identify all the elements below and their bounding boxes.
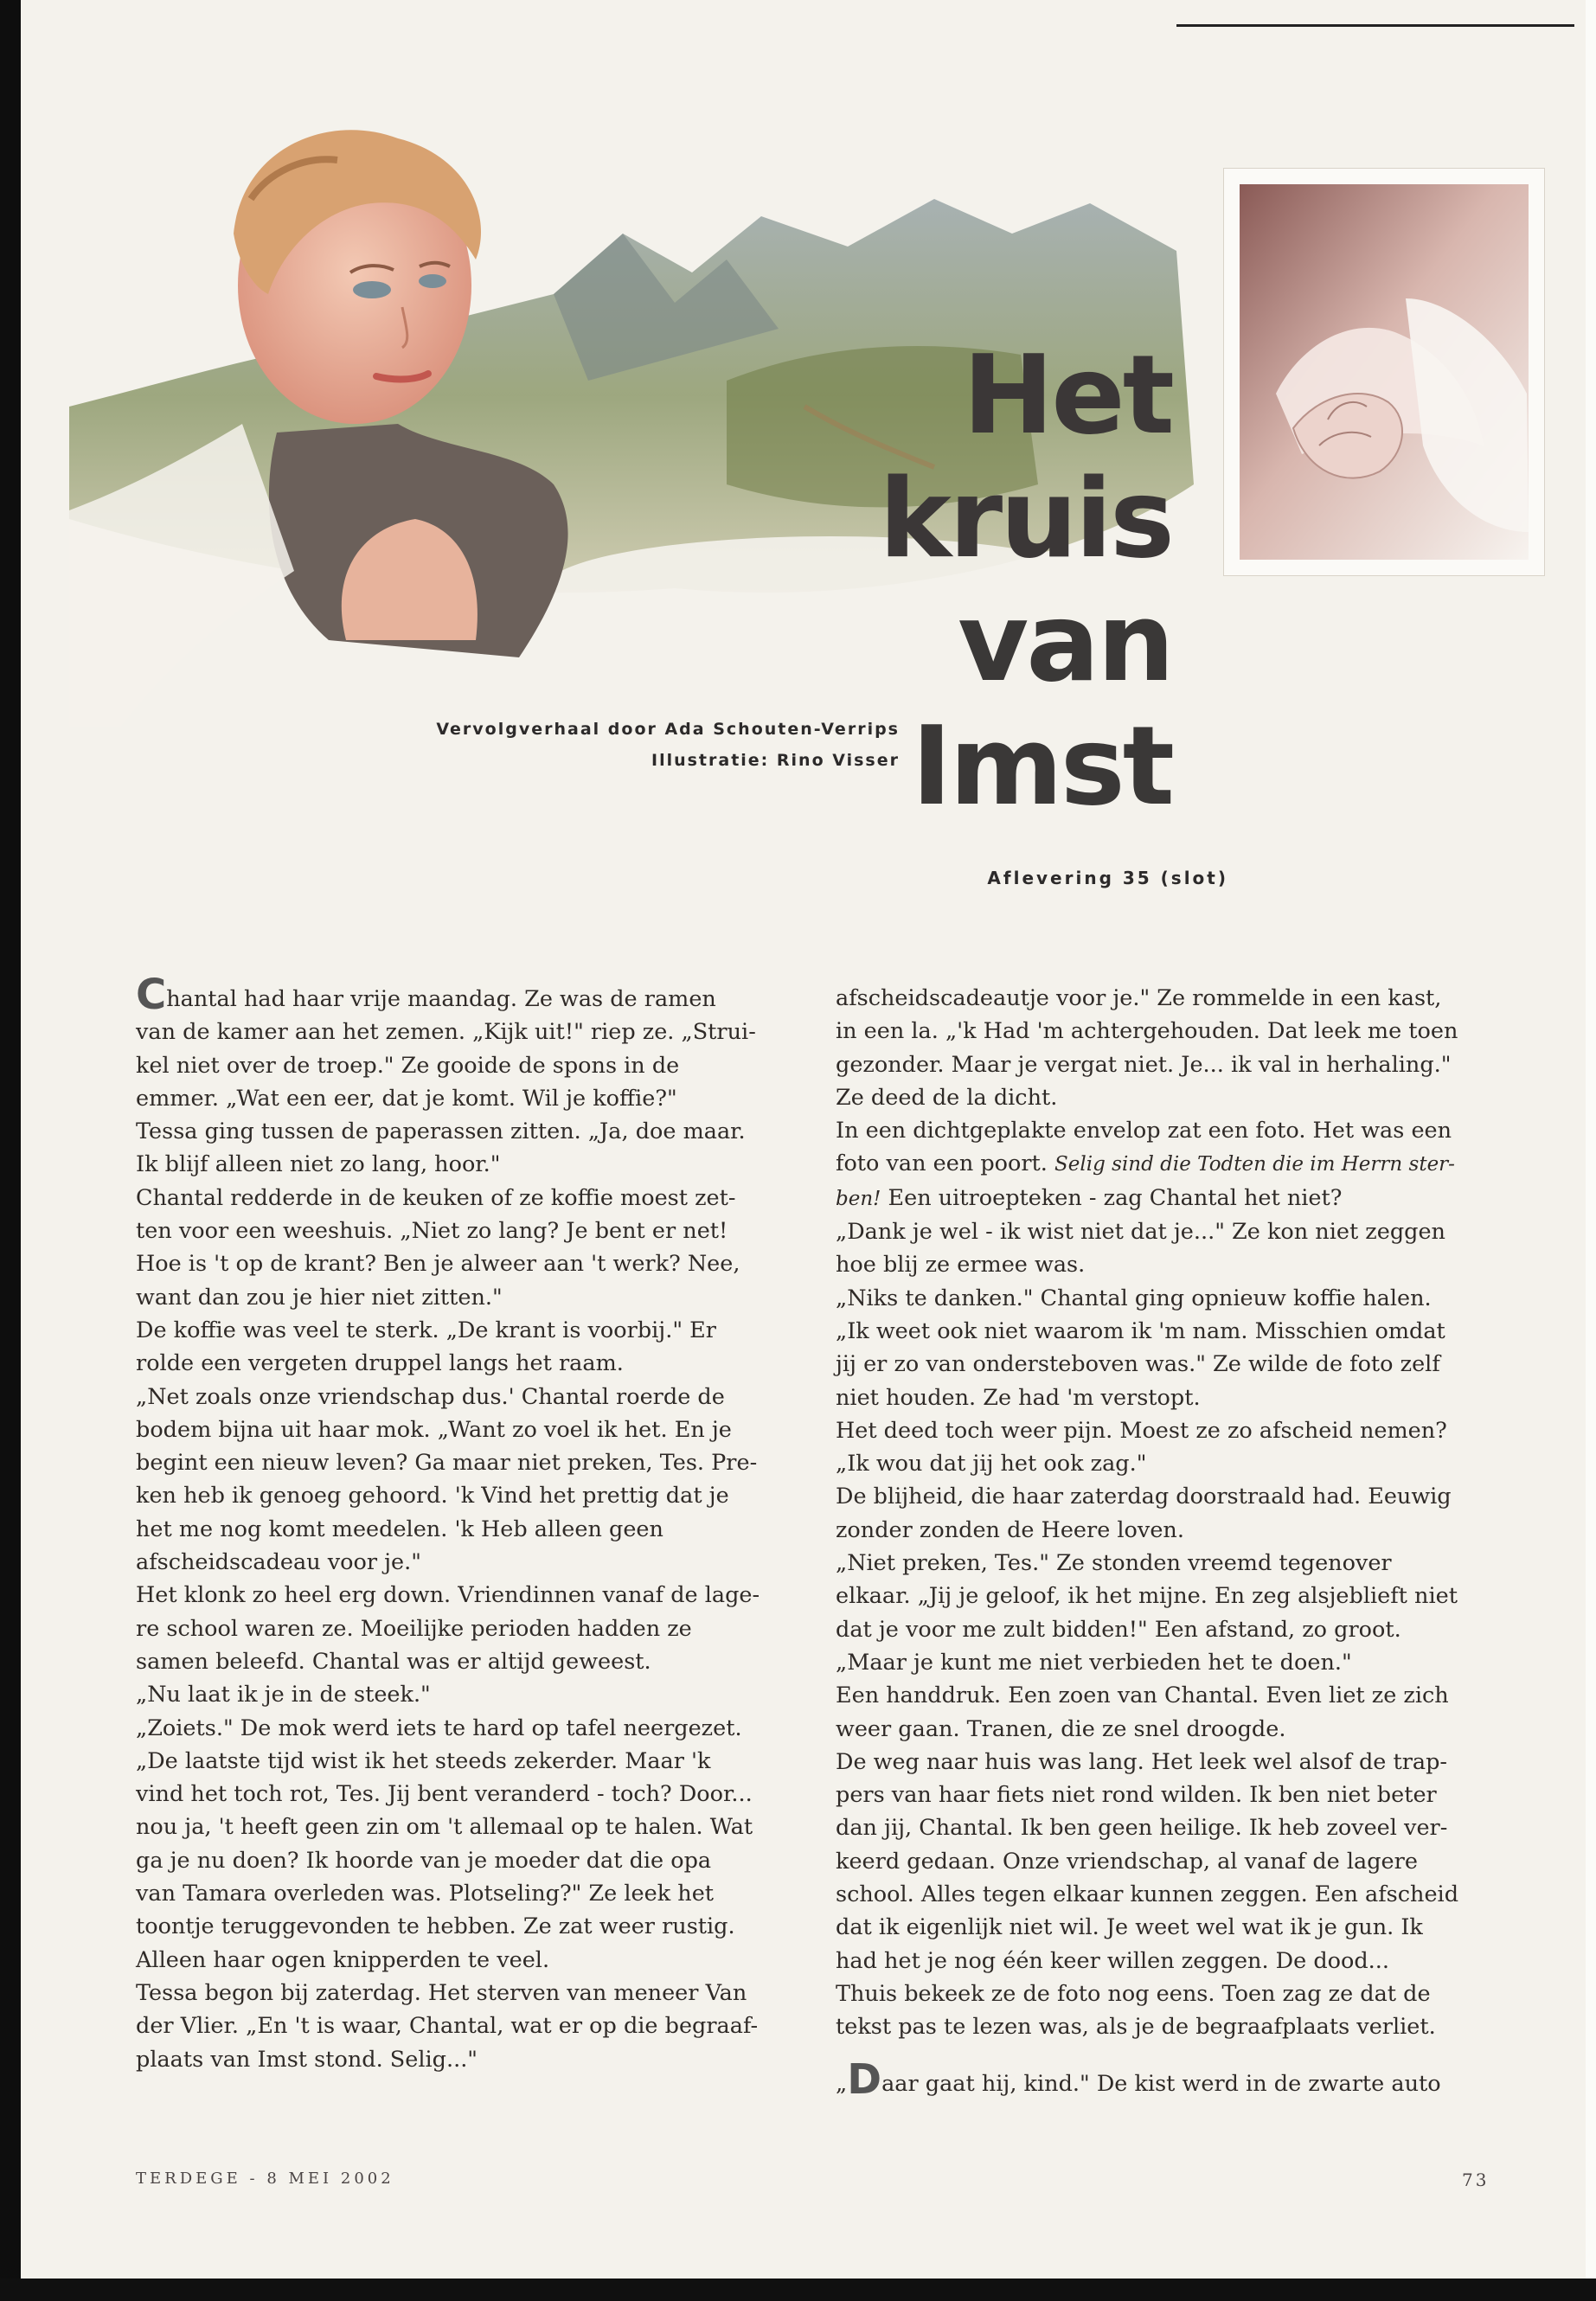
- paragraph-line: Tessa ging tussen de paperassen zitten. „Ja, doe maar.: [136, 1118, 746, 1145]
- title-line-3: van: [958, 579, 1172, 706]
- paragraph-line: Het klonk zo heel erg down. Vriendinnen vanaf de lage-: [136, 1582, 760, 1609]
- article-title: [865, 333, 1172, 828]
- top-rule: [1176, 24, 1574, 27]
- paragraph-line: dat ik eigenlijk niet wil. Je weet wel wat ik je gun. Ik: [836, 1914, 1423, 1941]
- paragraph-line: pers van haar fiets niet rond wilden. Ik ben niet beter: [836, 1782, 1437, 1809]
- paragraph-line: dan jij, Chantal. Ik ben geen heilige. Ik heb zoveel ver-: [836, 1815, 1448, 1842]
- paragraph-line: vind het toch rot, Tes. Jij bent veranderd - toch? Door...: [136, 1781, 753, 1808]
- paragraph-line: De koffie was veel te sterk. „De krant is voorbij." Er: [136, 1317, 716, 1343]
- german-quote: Selig sind die Todten die im Herrn ster-: [1054, 1153, 1455, 1176]
- paragraph-line: Het deed toch weer pijn. Moest ze zo afscheid nemen?: [836, 1417, 1447, 1444]
- paragraph-line: Ik blijf alleen niet zo lang, hoor.": [136, 1151, 501, 1178]
- text-column-right: [836, 982, 1480, 2104]
- paragraph-line: jij er zo van ondersteboven was." Ze wilde de foto zelf: [836, 1351, 1440, 1378]
- title-line-4: Imst: [911, 702, 1172, 830]
- paragraph-line: hoe blij ze ermee was.: [836, 1252, 1086, 1279]
- right-page-edge: [1586, 0, 1596, 2301]
- paragraph-line: Chantal had haar vrije maandag. Ze was de ramen: [136, 971, 716, 1019]
- paragraph-line: dat je voor me zult bidden!" Een afstand, zo groot.: [836, 1616, 1401, 1643]
- drop-cap: D: [847, 2054, 882, 2104]
- paragraph-line: elkaar. „Jij je geloof, ik het mijne. En zeg alsjeblieft niet: [836, 1583, 1458, 1610]
- paragraph-line: „Niet preken, Tes." Ze stonden vreemd tegenover: [836, 1550, 1392, 1577]
- paragraph-line: Ze deed de la dicht.: [836, 1084, 1058, 1111]
- paragraph-line: „Dank je wel - ik wist niet dat je..." Ze kon niet zeggen: [836, 1219, 1445, 1246]
- paragraph-line: „Nu laat ik je in de steek.": [136, 1682, 431, 1708]
- paragraph-line: kel niet over de troep." Ze gooide de spons in de: [136, 1052, 680, 1079]
- paragraph-line: der Vlier. „En 't is waar, Chantal, wat er op die begraaf-: [136, 2013, 759, 2040]
- paragraph-line: weer gaan. Tranen, die ze snel droogde.: [836, 1715, 1286, 1742]
- paragraph-line: samen beleefd. Chantal was er altijd geweest.: [136, 1648, 651, 1675]
- paragraph-line: niet houden. Ze had 'm verstopt.: [836, 1384, 1201, 1411]
- paragraph-line: Een handdruk. Een zoen van Chantal. Even liet ze zich: [836, 1682, 1449, 1709]
- paragraph-line: het me nog komt meedelen. 'k Heb alleen geen: [136, 1516, 663, 1542]
- left-binding-bar: [0, 0, 21, 2301]
- page-number: 73: [1462, 2170, 1490, 2190]
- inset-photo-frame: [1224, 169, 1544, 575]
- paragraph-line: afscheidscadeau voor je.": [136, 1549, 421, 1576]
- paragraph-line: van Tamara overleden was. Plotseling?" Ze leek het: [136, 1881, 715, 1907]
- section-gap: [836, 2044, 1480, 2067]
- paragraph-line: in een la. „'k Had 'm achtergehouden. Dat leek me toen: [836, 1018, 1458, 1045]
- paragraph-line: Alleen haar ogen knipperden te veel.: [136, 1946, 550, 1973]
- article-credits: [260, 714, 900, 776]
- illustrator-credit: Illustratie: Rino Visser: [651, 751, 900, 770]
- paragraph-line: tekst pas te lezen was, als je de begraafplaats verliet.: [836, 2014, 1436, 2041]
- praying-hands-illustration: [1224, 169, 1544, 575]
- bottom-edge-bar: [0, 2279, 1596, 2301]
- episode-label: Aflevering 35 (slot): [987, 868, 1228, 888]
- paragraph-line: re school waren ze. Moeilijke perioden hadden ze: [136, 1615, 692, 1642]
- paragraph-line: afscheidscadeautje voor je." Ze rommelde in een kast,: [836, 985, 1442, 1011]
- paragraph-line: „Zoiets." De mok werd iets te hard op tafel neergezet.: [136, 1715, 742, 1741]
- text-column-left: [136, 971, 780, 2076]
- paragraph-line: „Maar je kunt me niet verbieden het te doen.": [836, 1649, 1352, 1676]
- paragraph-line: „De laatste tijd wist ik het steeds zekerder. Maar 'k: [136, 1747, 711, 1774]
- paragraph-line: De blijheid, die haar zaterdag doorstraald had. Eeuwig: [836, 1484, 1452, 1510]
- paragraph-line: plaats van Imst stond. Selig...": [136, 2046, 478, 2073]
- publication-footer: TERDEGE - 8 MEI 2002: [136, 2170, 394, 2188]
- title-line-1: Het: [962, 331, 1172, 458]
- author-credit: Vervolgverhaal door Ada Schouten-Verrips: [436, 720, 900, 739]
- paragraph-line: ten voor een weeshuis. „Niet zo lang? Je bent er net!: [136, 1218, 728, 1245]
- paragraph-line: want dan zou je hier niet zitten.": [136, 1284, 503, 1311]
- paragraph-line: De weg naar huis was lang. Het leek wel alsof de trap-: [836, 1748, 1448, 1775]
- paragraph-line: begint een nieuw leven? Ga maar niet preken, Tes. Pre-: [136, 1450, 758, 1477]
- paragraph-line: nou ja, 't heeft geen zin om 't allemaal op te halen. Wat: [136, 1814, 753, 1841]
- paragraph-line: school. Alles tegen elkaar kunnen zeggen. Een afscheid: [836, 1881, 1459, 1908]
- drop-cap: C: [136, 971, 167, 1019]
- title-line-2: kruis: [879, 455, 1172, 582]
- paragraph-line: had het je nog één keer willen zeggen. De dood...: [836, 1947, 1389, 1974]
- paragraph-line: ben! Een uitroepteken - zag Chantal het niet?: [836, 1184, 1343, 1211]
- paragraph-line: keerd gedaan. Onze vriendschap, al vanaf de lagere: [836, 1848, 1418, 1875]
- paragraph-line: zonder zonden de Heere loven.: [836, 1516, 1184, 1543]
- paragraph-line: „Net zoals onze vriendschap dus.' Chantal roerde de: [136, 1383, 725, 1410]
- paragraph-line: rolde een vergeten druppel langs het raam.: [136, 1350, 624, 1377]
- section-start-line: „Daar gaat hij, kind." De kist werd in de zwarte auto: [836, 2054, 1441, 2104]
- paragraph-line: foto van een poort. Selig sind die Todten die im Herrn ster-: [836, 1150, 1455, 1177]
- paragraph-line: emmer. „Wat een eer, dat je komt. Wil je koffie?": [136, 1085, 677, 1112]
- paragraph-line: gezonder. Maar je vergat niet. Je... ik val in herhaling.": [836, 1051, 1452, 1078]
- paragraph-line: In een dichtgeplakte envelop zat een foto. Het was een: [836, 1118, 1452, 1144]
- paragraph-line: bodem bijna uit haar mok. „Want zo voel ik het. En je: [136, 1416, 732, 1443]
- paragraph-line: „Niks te danken." Chantal ging opnieuw koffie halen.: [836, 1285, 1432, 1311]
- paragraph-line: toontje teruggevonden te hebben. Ze zat weer rustig.: [136, 1913, 735, 1940]
- paragraph-line: Tessa begon bij zaterdag. Het sterven van meneer Van: [136, 1979, 747, 2006]
- paragraph-line: ga je nu doen? Ik hoorde van je moeder dat die opa: [136, 1847, 712, 1874]
- paragraph-line: Hoe is 't op de krant? Ben je alweer aan 't werk? Nee,: [136, 1251, 740, 1278]
- paragraph-line: van de kamer aan het zemen. „Kijk uit!" riep ze. „Strui-: [136, 1019, 756, 1046]
- german-quote-end: ben!: [836, 1187, 881, 1210]
- paragraph-line: „Ik weet ook niet waarom ik 'm nam. Misschien omdat: [836, 1317, 1445, 1344]
- paragraph-line: ken heb ik genoeg gehoord. 'k Vind het prettig dat je: [136, 1483, 729, 1509]
- paragraph-line: „Ik wou dat jij het ook zag.": [836, 1451, 1147, 1477]
- paragraph-line: Chantal redderde in de keuken of ze koffie moest zet-: [136, 1184, 736, 1211]
- paragraph-line: Thuis bekeek ze de foto nog eens. Toen zag ze dat de: [836, 1980, 1431, 2007]
